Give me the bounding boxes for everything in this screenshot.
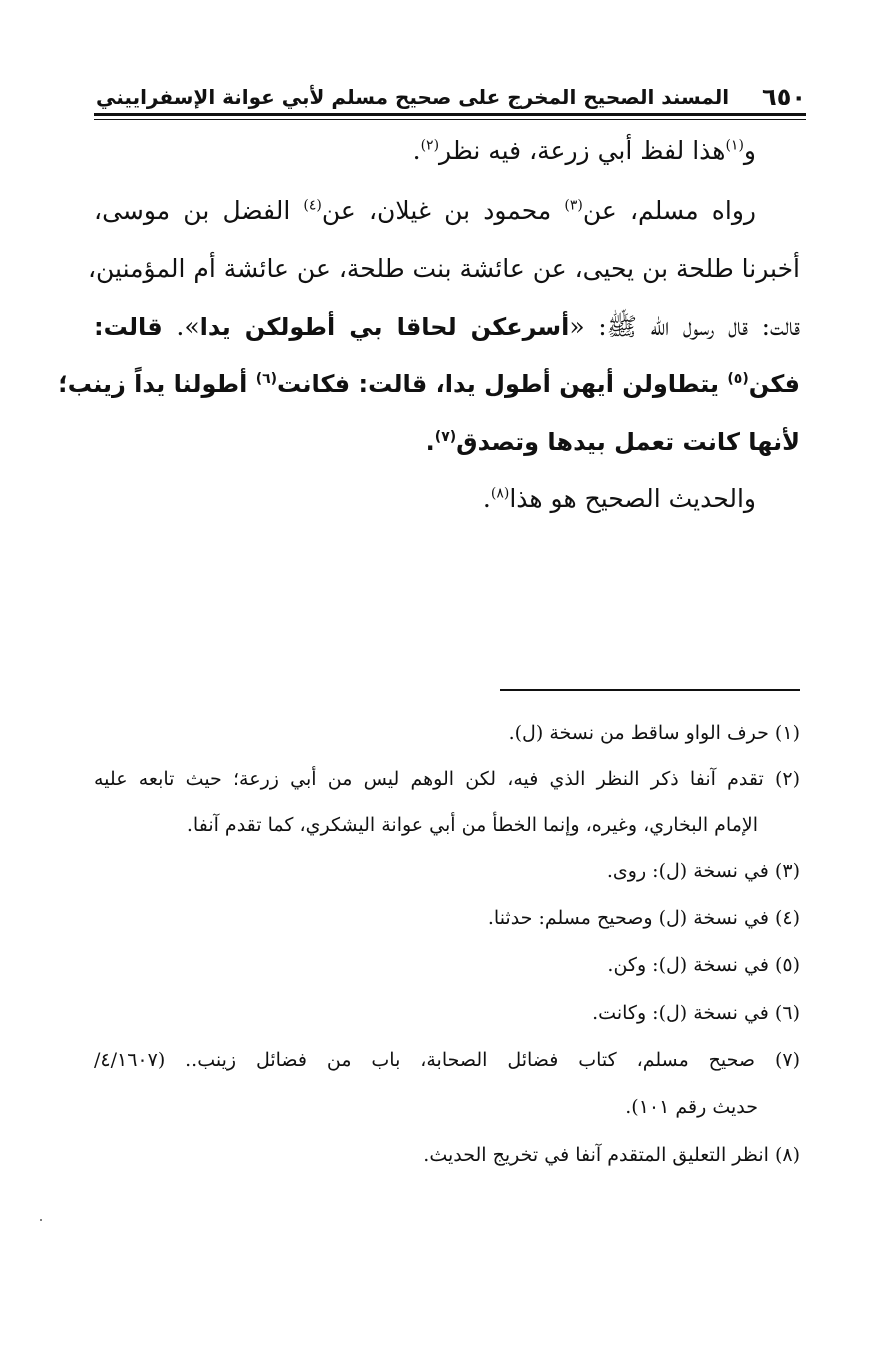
hadith-text: أطولنا يداً زينب؛ — [58, 370, 256, 398]
text-segment: قالت: قال رسول الله ﷺ: « — [569, 312, 800, 341]
body-line-3 — [87, 254, 800, 284]
header-rule-thick — [94, 113, 806, 116]
header-rule-thin — [94, 119, 806, 120]
running-title: المسند الصحيح المخرج على صحيح مسلم لأبي عوانة الإسفراييني — [96, 85, 730, 109]
footnote-ref-7: (٧) — [434, 429, 457, 445]
hadith-text: أسرعكن لحاقا بي أطولكن يدا — [199, 313, 570, 341]
text-segment: ». — [162, 312, 200, 341]
footnote-5: (٥) في نسخة (ل): وكن. — [607, 954, 800, 976]
body-line-2 — [94, 196, 800, 226]
page-number: ٦٥٠ — [762, 83, 806, 111]
footnote-2: (٢) تقدم آنفا ذكر النظر الذي فيه، لكن الوهم ليس من أبي زرعة؛ حيث تابعه عليه — [94, 768, 800, 790]
footnote-7-continued: حديث رقم ١٠١). — [625, 1096, 758, 1118]
text-segment: . — [482, 484, 491, 513]
text-segment: أخبرنا طلحة بن يحيى، عن عائشة بنت طلحة، عن عائشة أم المؤمنين، — [87, 254, 800, 283]
footnote-1: (١) حرف الواو ساقط من نسخة (ل). — [508, 722, 800, 744]
footnote-ref-1: (١) — [725, 137, 744, 154]
footnote-ref-5: (٥) — [727, 371, 749, 387]
footnote-ref-4: (٤) — [303, 197, 322, 214]
text-segment: و — [743, 136, 756, 165]
text-segment: الفضل بن موسى، — [94, 196, 304, 225]
footnote-7: (٧) صحيح مسلم، كتاب فضائل الصحابة، باب من فضائل زينب.. (٤/١٦٠٧/ — [94, 1049, 800, 1071]
body-line-6 — [426, 428, 800, 457]
page-header — [96, 80, 806, 114]
footnote-ref-8: (٨) — [490, 485, 510, 502]
text-segment: محمود بن غيلان، عن — [321, 196, 565, 225]
footnote-8: (٨) انظر التعليق المتقدم آنفا في تخريج الحديث. — [423, 1144, 800, 1166]
footnote-ref-3: (٣) — [564, 197, 583, 214]
scan-speck — [40, 1219, 42, 1221]
footnote-ref-2: (٢) — [420, 137, 440, 154]
hadith-text: يتطاولن أيهن أطول يدا، قالت: فكانت — [277, 370, 728, 398]
hadith-text: لأنها كانت تعمل بيدها وتصدق — [456, 428, 800, 456]
body-line-5 — [58, 370, 800, 399]
hadith-text: فكن — [748, 370, 800, 398]
hadith-text: قالت: — [94, 313, 163, 341]
body-line-7 — [483, 484, 756, 514]
footnote-6: (٦) في نسخة (ل): وكانت. — [592, 1002, 800, 1024]
text-segment: والحديث الصحيح هو هذا — [509, 484, 756, 513]
footnote-separator — [500, 689, 800, 691]
text-segment: . — [425, 428, 435, 456]
footnote-4: (٤) في نسخة (ل) وصحيح مسلم: حدثنا. — [487, 907, 800, 929]
footnote-ref-6: (٦) — [255, 371, 278, 387]
text-segment: رواه مسلم، عن — [582, 196, 757, 225]
text-segment: هذا لفظ أبي زرعة، فيه نظر — [439, 136, 726, 165]
body-line-4 — [94, 312, 800, 342]
body-line-1 — [413, 136, 756, 166]
footnote-3: (٣) في نسخة (ل): روى. — [606, 860, 800, 882]
footnote-2-continued: الإمام البخاري، وغيره، وإنما الخطأ من أبي عوانة اليشكري، كما تقدم آنفا. — [186, 814, 758, 836]
text-segment: . — [412, 136, 421, 165]
